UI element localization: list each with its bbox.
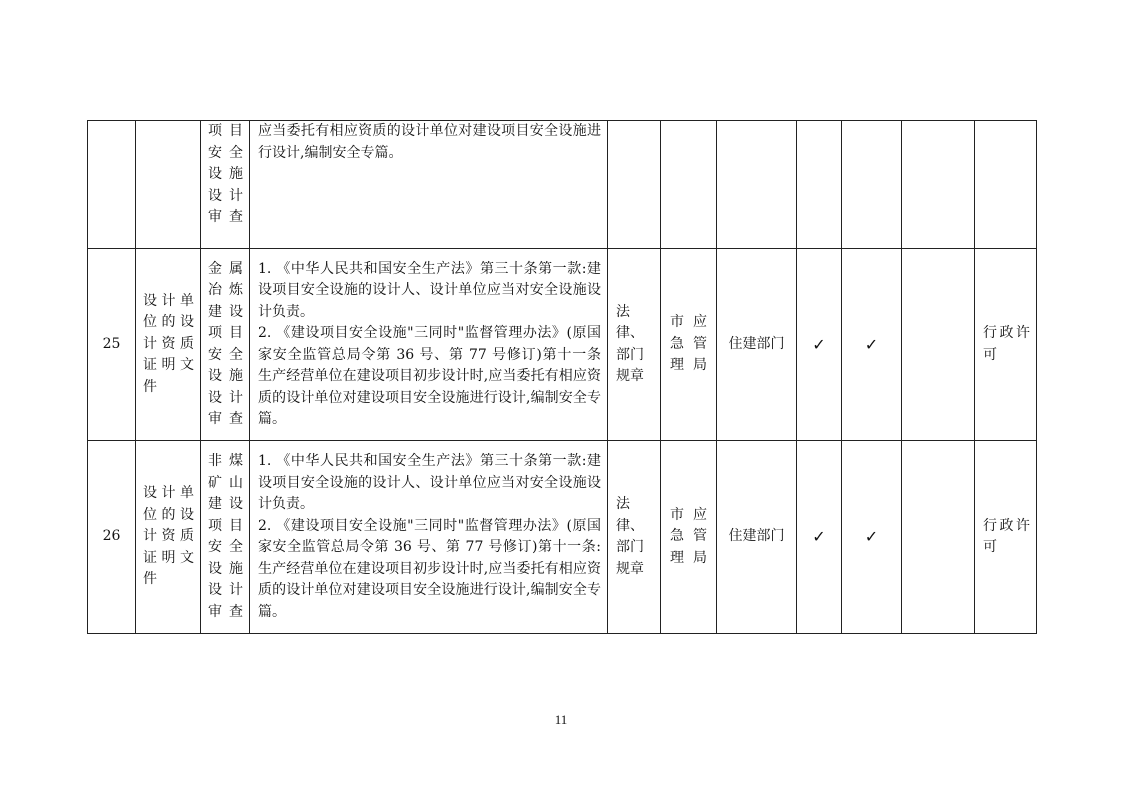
implementing-dept: [661, 121, 717, 249]
cooperating-dept: 住建部门: [717, 249, 797, 441]
legal-basis-line: 2. 《建设项目安全设施"三同时"监督管理办法》(原国家安全监管总局令第 36 号、第 77 号修订)第十一条 生产经营单位在建设项目初步设计时,应当委托有相应资质的设计单位对建设项目安全设施进行设计,编制安全专篇。: [258, 325, 601, 427]
item-name: 设计单位的设计资质证明文件: [136, 441, 201, 634]
legal-basis-line: 1. 《中华人民共和国安全生产法》第三十条第一款:建设项目安全设施的设计人、设计单位应当对安全设施设计负责。: [258, 453, 601, 512]
check-mark: ✓: [842, 249, 902, 441]
page-number: 11: [554, 712, 568, 727]
cooperating-dept: 住建部门: [717, 441, 797, 634]
legal-basis-text: 应当委托有相应资质的设计单位对建设项目安全设施进行设计,编制安全专篇。: [258, 123, 601, 161]
table-row: [88, 249, 1037, 441]
item-name: [136, 121, 201, 249]
check-mark: ✓: [797, 441, 842, 634]
basis-level: 法律、部门规章: [608, 249, 661, 441]
check-mark: ✓: [797, 249, 842, 441]
legal-basis-line: 2. 《建设项目安全设施"三同时"监督管理办法》(原国家安全监管总局令第 36 号、第 77 号修订)第十一条:生产经营单位在建设项目初步设计时,应当委托有相应资质的设计单位对建设项目安全设施进行设计,编制安全专篇。: [258, 517, 601, 620]
item-number: 25: [88, 249, 136, 441]
sub-item-text: 项目安全设施设计审查: [208, 123, 243, 225]
item-number: [88, 121, 136, 249]
table-row: [88, 441, 1037, 634]
table-row: [88, 121, 1037, 249]
responsibility-table: [87, 120, 1037, 634]
check-mark: [797, 121, 842, 249]
implementing-dept: 市应急管理局: [661, 249, 717, 441]
empty-cell: [902, 121, 975, 249]
item-name: 设计单位的设计资质证明文件: [136, 249, 201, 441]
implementing-dept: 市应急管理局: [661, 441, 717, 634]
sub-item: 金属冶炼建设项目安全设施设计审查: [201, 249, 250, 441]
empty-cell: [902, 441, 975, 634]
sub-item: [201, 121, 250, 249]
check-mark: ✓: [842, 441, 902, 634]
empty-cell: [902, 249, 975, 441]
power-type: [975, 121, 1037, 249]
basis-level: [608, 121, 661, 249]
basis-level: 法律、部门规章: [608, 441, 661, 634]
legal-basis: [250, 121, 608, 249]
legal-basis-line: 1. 《中华人民共和国安全生产法》第三十条第一款:建设项目安全设施的设计人、设计单位应当对安全设施设计负责。: [258, 260, 601, 320]
check-mark: [842, 121, 902, 249]
item-number: 26: [88, 441, 136, 634]
power-type: 行政许可: [975, 441, 1037, 634]
legal-basis: [250, 441, 608, 634]
sub-item: 非煤矿山建设项目安全设施设计审查: [201, 441, 250, 634]
legal-basis: [250, 249, 608, 441]
cooperating-dept: [717, 121, 797, 249]
power-type: 行政许可: [975, 249, 1037, 441]
